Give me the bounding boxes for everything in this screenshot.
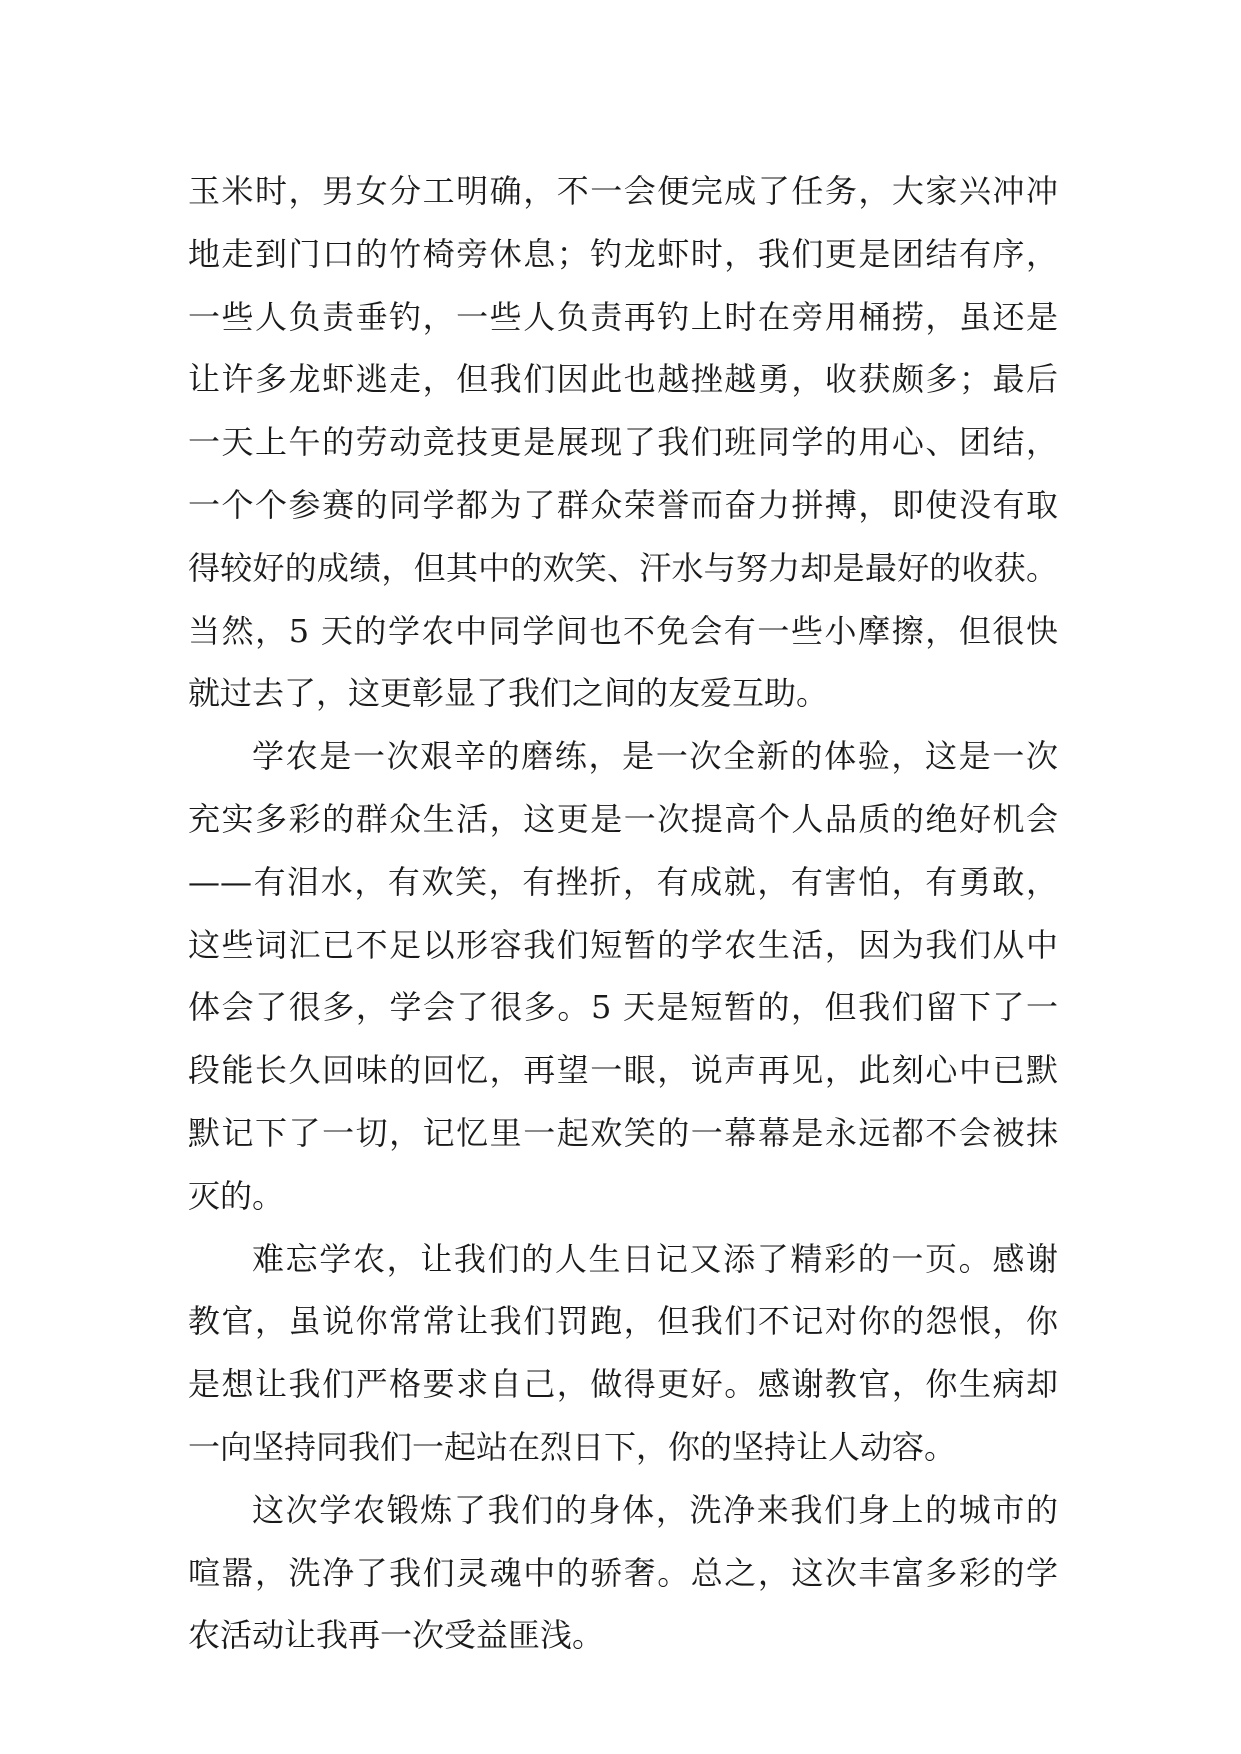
document-body	[188, 160, 1058, 1667]
text-line: 得较好的成绩，但其中的欢笑、汗水与努力却是最好的收获。	[188, 548, 1058, 587]
text-line: 当然，5 天的学农中同学间也不免会有一些小摩擦，但很快	[188, 611, 1058, 650]
text-line: 农活动让我再一次受益匪浅。	[188, 1616, 605, 1655]
text-line: ——有泪水，有欢笑，有挫折，有成就，有害怕，有勇敢，	[188, 862, 1058, 901]
text-line: 就过去了，这更彰显了我们之间的友爱互助。	[188, 674, 829, 713]
text-line: 一天上午的劳动竞技更是展现了我们班同学的用心、团结，	[188, 423, 1058, 462]
text-line: 让许多龙虾逃走，但我们因此也越挫越勇，收获颇多；最后	[188, 360, 1058, 399]
text-line: 难忘学农，让我们的人生日记又添了精彩的一页。感谢	[252, 1239, 1058, 1278]
text-line: 默记下了一切，记忆里一起欢笑的一幕幕是永远都不会被抹	[188, 1113, 1058, 1152]
text-line: 是想让我们严格要求自己，做得更好。感谢教官，你生病却	[188, 1365, 1058, 1404]
text-line: 体会了很多，学会了很多。5 天是短暂的，但我们留下了一	[188, 988, 1058, 1027]
text-line: 充实多彩的群众生活，这更是一次提高个人品质的绝好机会	[188, 799, 1058, 838]
text-line: 教官，虽说你常常让我们罚跑，但我们不记对你的怨恨，你	[188, 1302, 1058, 1341]
text-line: 学农是一次艰辛的磨练，是一次全新的体验，这是一次	[252, 737, 1058, 776]
text-line: 这次学农锻炼了我们的身体，洗净来我们身上的城市的	[252, 1490, 1058, 1529]
text-line: 灭的。	[188, 1176, 285, 1215]
text-line: 喧嚣，洗净了我们灵魂中的骄奢。总之，这次丰富多彩的学	[188, 1553, 1058, 1592]
text-line: 一向坚持同我们一起站在烈日下，你的坚持让人动容。	[188, 1427, 957, 1466]
text-line: 一个个参赛的同学都为了群众荣誉而奋力拼搏，即使没有取	[188, 485, 1058, 524]
text-line: 这些词汇已不足以形容我们短暂的学农生活，因为我们从中	[188, 925, 1058, 964]
text-line: 一些人负责垂钓，一些人负责再钓上时在旁用桶捞，虽还是	[188, 297, 1058, 336]
text-line: 地走到门口的竹椅旁休息；钓龙虾时，我们更是团结有序，	[188, 234, 1058, 273]
text-line: 玉米时，男女分工明确，不一会便完成了任务，大家兴冲冲	[188, 172, 1058, 210]
text-line: 段能长久回味的回忆，再望一眼，说声再见，此刻心中已默	[188, 1051, 1058, 1090]
